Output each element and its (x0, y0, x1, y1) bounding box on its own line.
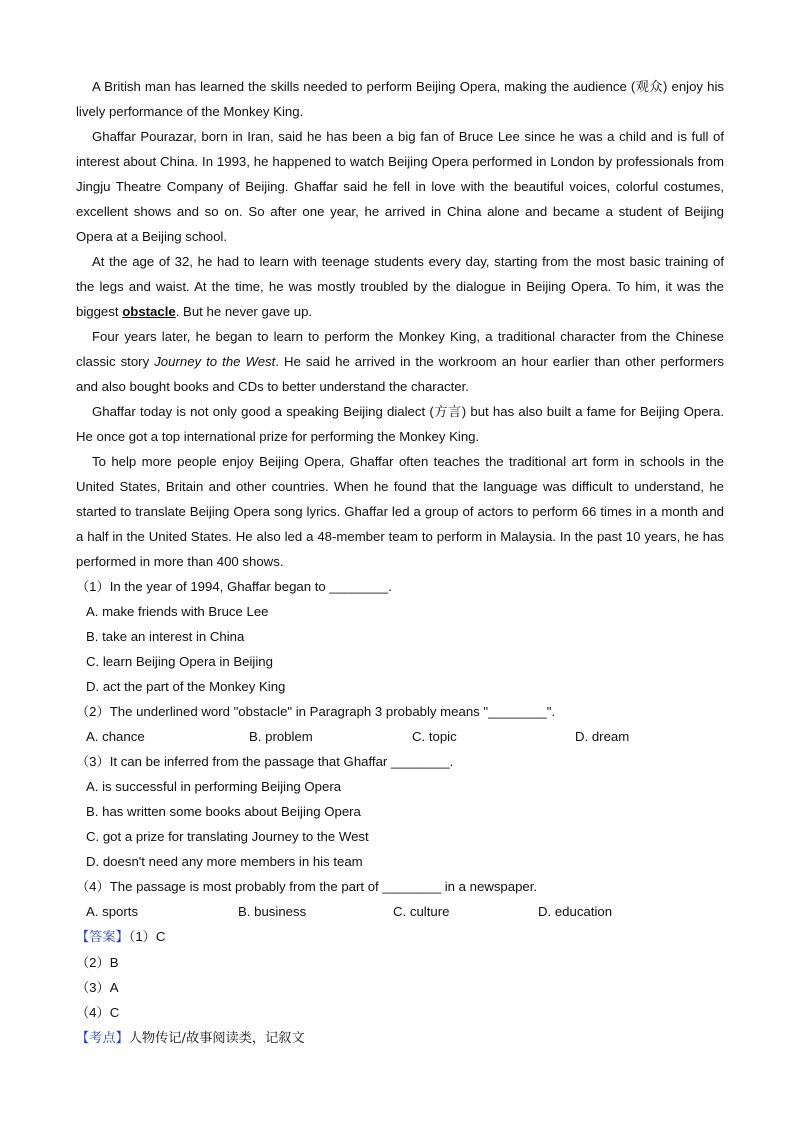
kaodian-tag: 【考点】 (76, 1031, 129, 1046)
question-2-option-d: D. dream (575, 729, 630, 744)
kaodian-section (76, 1025, 724, 1051)
question-3-option-d: D. doesn't need any more members in his team (86, 854, 363, 869)
question-1-option-a: A. make friends with Bruce Lee (86, 604, 269, 619)
question-3-option-b: B. has written some books about Beijing Opera (86, 804, 361, 819)
question-2-options (76, 724, 724, 749)
paragraph-6: To help more people enjoy Beijing Opera, Ghaffar often teaches the traditional art form in schools in the United States, Britain and other countries. When he found that the language was difficult to understand, he started to translate Beijing Opera song lyrics. Ghaffar led a group of actors to perform 66 times in a month and a half in the United States. He also led a 48-member team to perform in Malaysia. In the past 10 years, he has performed in more than 400 shows. (76, 454, 724, 569)
book-title-journey-to-the-west: Journey to the West (154, 354, 276, 369)
paragraph-2: Ghaffar Pourazar, born in Iran, said he has been a big fan of Bruce Lee since he was a child and is full of interest about China. In 1993, he happened to watch Beijing Opera performed in London by professionals from Jingju Theatre Company of Beijing. Ghaffar said he fell in love with the beautiful voices, colorful costumes, excellent shows and so on. So after one year, he arrived in China alone and became a student of Beijing Opera at a Beijing school. (76, 129, 724, 244)
question-3 (76, 749, 724, 874)
paragraph-4-text-b: . He said he arrived in the workroom an hour earlier than other performers and also bought books and CDs to better understand the character. (76, 354, 724, 394)
underlined-word-obstacle: obstacle (122, 304, 176, 319)
question-3-stem: （3）It can be inferred from the passage that Ghaffar ________. (76, 754, 454, 769)
paragraph-5: Ghaffar today is not only good a speaking Beijing dialect (方言) but has also built a fame for Beijing Opera. He once got a top international prize for performing the Monkey King. (76, 404, 724, 444)
question-4-options (76, 899, 724, 924)
question-1-option-b: B. take an interest in China (86, 629, 245, 644)
question-4-stem: （4）The passage is most probably from the part of ________ in a newspaper. (76, 879, 538, 894)
answer-line-1 (76, 924, 724, 950)
kaodian-text: 人物传记/故事阅读类，记叙文 (128, 1031, 305, 1046)
question-3-option-a: A. is successful in performing Beijing Opera (86, 779, 342, 794)
question-4-option-a: A. sports (86, 904, 139, 919)
answer-3: （3）A (76, 980, 119, 995)
paragraph-4-text-a: Four years later, he began to learn to perform the Monkey King, a traditional character from the Chinese classic story (76, 329, 724, 369)
question-4-option-b: B. business (238, 904, 307, 919)
paragraph-4 (76, 324, 724, 399)
question-1-stem: （1）In the year of 1994, Ghaffar began to ________. (76, 579, 392, 594)
question-3-option-c: C. got a prize for translating Journey to the West (86, 829, 369, 844)
question-2 (76, 699, 724, 749)
answer-4: （4）C (76, 1005, 120, 1020)
question-4-option-d: D. education (538, 904, 613, 919)
question-1-option-c: C. learn Beijing Opera in Beijing (86, 654, 273, 669)
answer-1: （1）C (128, 929, 166, 944)
question-4 (76, 874, 724, 924)
paragraph-3-text-a: At the age of 32, he had to learn with teenage students every day, starting from the most basic training of the legs and waist. At the time, he was mostly troubled by the dialogue in Beijing Opera. To him, it was the biggest (76, 254, 724, 319)
question-2-option-c: C. topic (412, 729, 457, 744)
paragraph-1: A British man has learned the skills needed to perform Beijing Opera, making the audience (观众) enjoy his lively performance of the Monkey King. (76, 79, 724, 119)
document-page (76, 74, 724, 1051)
question-4-option-c: C. culture (393, 904, 450, 919)
question-1-option-d: D. act the part of the Monkey King (86, 679, 286, 694)
paragraph-3-text-b: . But he never gave up. (175, 304, 313, 319)
question-2-option-b: B. problem (249, 729, 313, 744)
question-2-stem: （2）The underlined word "obstacle" in Paragraph 3 probably means "________". (76, 704, 556, 719)
answer-tag: 【答案】 (76, 930, 129, 945)
question-1 (76, 574, 724, 699)
answer-section (76, 924, 724, 1025)
question-2-option-a: A. chance (86, 729, 145, 744)
paragraph-3 (76, 249, 724, 324)
answer-2: （2）B (76, 955, 119, 970)
